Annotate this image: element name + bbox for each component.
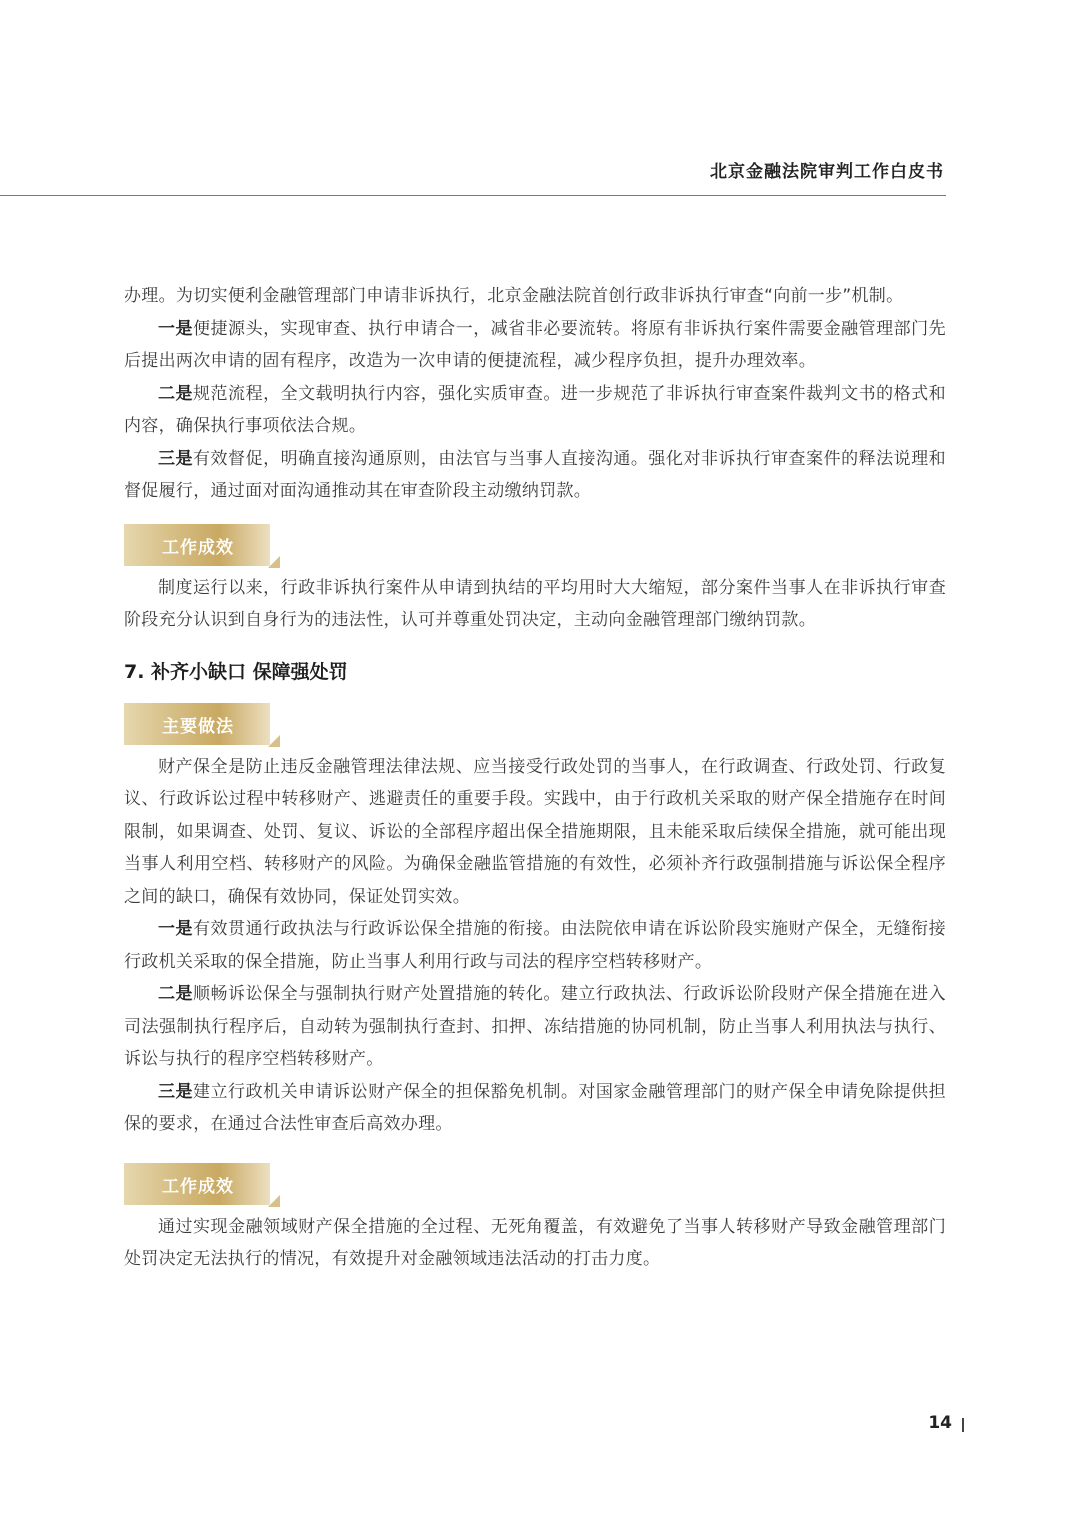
- results-paragraph-2: 通过实现金融领域财产保全措施的全过程、无死角覆盖，有效避免了当事人转移财产导致金融管理部门处罚决定无法执行的情况，有效提升对金融领域违法活动的打击力度。: [124, 1216, 946, 1269]
- badge-corner-icon: [268, 1195, 280, 1207]
- page-body: [124, 280, 946, 1276]
- section-7-measure-lead-2: 二是: [158, 984, 194, 1004]
- results-badge-1: [124, 524, 270, 566]
- section-7-measure-lead-3: 三是: [158, 1081, 194, 1102]
- section-7-measure-text-3: 建立行政机关申请诉讼财产保全的担保豁免机制。对国家金融管理部门的财产保全申请免除提供担保的要求，在通过合法性审查后高效办理。: [124, 1081, 946, 1134]
- section-7-measure-text-2: 顺畅诉讼保全与强制执行财产处置措施的转化。建立行政执法、行政诉讼阶段财产保全措施在进入司法强制执行程序后，自动转为强制执行查封、扣押、冻结措施的协同机制，防止当事人利用执法与执行、诉讼与执行的程序空档转移财产。: [124, 984, 946, 1069]
- section-7-measure-text-1: 有效贯通行政执法与行政诉讼保全措施的衔接。由法院依申请在诉讼阶段实施财产保全，无缝衔接行政机关采取的保全措施，防止当事人利用行政与司法的程序空档转移财产。: [124, 919, 946, 972]
- section-7-measure-lead-1: 一是: [158, 919, 194, 939]
- measure-text-2: 规范流程，全文载明执行内容，强化实质审查。进一步规范了非诉执行审查案件裁判文书的格式和内容，确保执行事项依法合规。: [124, 383, 946, 436]
- measure-text-3: 有效督促，明确直接沟通原则，由法官与当事人直接沟通。强化对非诉执行审查案件的释法说理和督促履行，通过面对面沟通推动其在审查阶段主动缴纳罚款。: [124, 448, 946, 501]
- intro-paragraph: 办理。为切实便利金融管理部门申请非诉执行，北京金融法院首创行政非诉执行审查“向前一步”机制。: [124, 286, 904, 306]
- measure-lead-3: 三是: [158, 448, 194, 469]
- measure-paragraph-2: [124, 378, 946, 443]
- measure-lead-1: 一是: [158, 318, 194, 339]
- running-header-title: 北京金融法院审判工作白皮书: [710, 162, 944, 182]
- section-7-measure-1: [124, 913, 946, 978]
- section-7-heading: 7. 补齐小缺口 保障强处罚: [124, 660, 348, 683]
- measure-paragraph-3: [124, 443, 946, 508]
- measure-text-1: 便捷源头，实现审查、执行申请合一，减省非必要流转。将原有非诉执行案件需要金融管理部门先后提出两次申请的固有程序，改造为一次申请的便捷流程，减少程序负担，提升办理效率。: [124, 318, 946, 371]
- header-divider: [0, 195, 946, 196]
- results-paragraph-1: 制度运行以来，行政非诉执行案件从申请到执结的平均用时大大缩短，部分案件当事人在非诉执行审查阶段充分认识到自身行为的违法性，认可并尊重处罚决定，主动向金融管理部门缴纳罚款。: [124, 577, 946, 630]
- page-number: 14: [928, 1413, 952, 1433]
- badge-corner-icon: [268, 556, 280, 568]
- main-practice-badge: [124, 703, 270, 745]
- results-badge-label-1: 工作成效: [162, 537, 234, 558]
- results-badge-2: [124, 1163, 270, 1205]
- results-badge-label-2: 工作成效: [162, 1176, 234, 1197]
- measure-paragraph-1: [124, 313, 946, 378]
- section-7-measure-2: [124, 978, 946, 1076]
- main-practice-badge-label: 主要做法: [162, 716, 234, 737]
- badge-corner-icon: [268, 735, 280, 747]
- page-number-bar: [962, 1418, 964, 1432]
- section-7-measure-3: [124, 1076, 946, 1141]
- measure-lead-2: 二是: [158, 383, 194, 404]
- section-7-paragraph: 财产保全是防止违反金融管理法律法规、应当接受行政处罚的当事人，在行政调查、行政处罚、行政复议、行政诉讼过程中转移财产、逃避责任的重要手段。实践中，由于行政机关采取的财产保全措施存在时间限制，如果调查、处罚、复议、诉讼的全部程序超出保全措施期限，且未能采取后续保全措施，就可能出现当事人利用空档、转移财产的风险。为确保金融监管措施的有效性，必须补齐行政强制措施与诉讼保全程序之间的缺口，确保有效协同，保证处罚实效。: [124, 756, 946, 907]
